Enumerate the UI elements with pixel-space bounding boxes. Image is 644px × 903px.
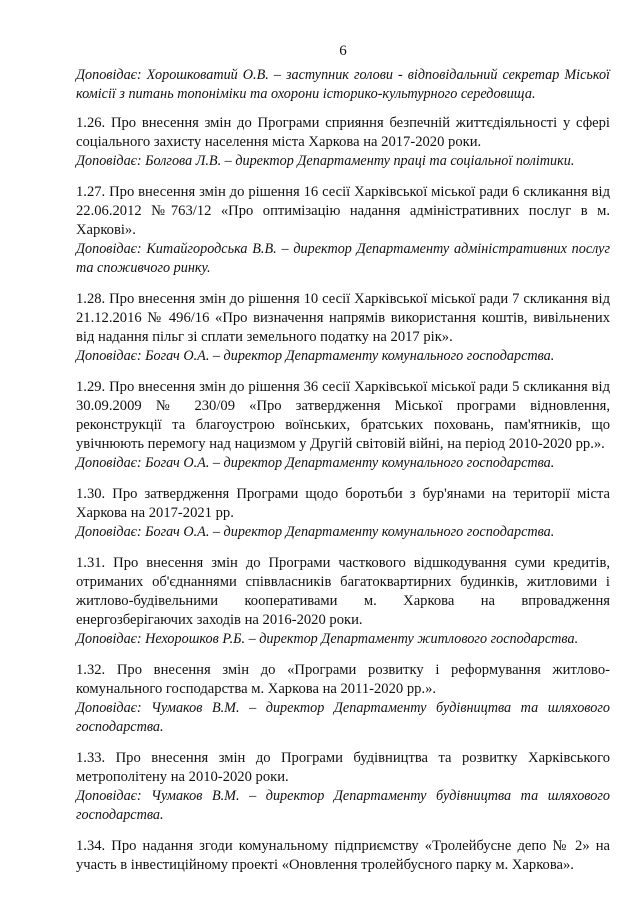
intro-block	[76, 66, 610, 104]
agenda-item-reporter: Доповідає: Богач О.А. – директор Департаменту комунального господарства.	[76, 455, 555, 471]
agenda-item-title: 1.34. Про надання згоди комунальному підприємству «Тролейбусне депо № 2» на участь в інвестиційному проекті «Оновлення тролейбусного парку м. Харкова».	[76, 838, 610, 873]
agenda-item-1-32	[76, 661, 610, 737]
agenda-item-1-30	[76, 485, 610, 542]
agenda-item-1-28	[76, 290, 610, 366]
agenda-item-reporter: Доповідає: Нехорошков Р.Б. – директор Департаменту житлового господарства.	[76, 631, 579, 647]
agenda-item-title: 1.26. Про внесення змін до Програми сприяння безпечній життєдіяльності у сфері соціального захисту населення міста Харкова на 2017-2020 роки.	[76, 115, 610, 150]
agenda-item-reporter: Доповідає: Китайгородська В.В. – директор Департаменту адміністративних послуг та споживчого ринку.	[76, 241, 610, 276]
intro-reporter: Доповідає: Хорошковатий О.В. – заступник голови - відповідальний секретар Міської комісії з питань топоніміки та охорони історико-культурного середовища.	[76, 67, 610, 102]
agenda-item-reporter: Доповідає: Чумаков В.М. – директор Департаменту будівництва та шляхового господарства.	[76, 700, 610, 735]
agenda-item-title: 1.30. Про затвердження Програми щодо боротьби з бур'янами на території міста Харкова на 2017-2021 рр.	[76, 486, 610, 521]
agenda-item-reporter: Доповідає: Болгова Л.В. – директор Департаменту праці та соціальної політики.	[76, 153, 575, 169]
agenda-item-title: 1.31. Про внесення змін до Програми часткового відшкодування суми кредитів, отриманих об'єднаннями співвласників багатоквартирних будинків, житловими і житлово-будівельними кооперативами м. Харкова на впровадження енергозберігаючих заходів на 2016-2020 роки.	[76, 555, 610, 628]
agenda-item-title: 1.27. Про внесення змін до рішення 16 сесії Харківської міської ради 6 скликання від 22.06.2012 №763/12 «Про оптимізацію надання адміністративних послуг в м. Харкові».	[76, 184, 610, 238]
agenda-item-title: 1.32. Про внесення змін до «Програми розвитку і реформування житлово-комунального господарства м. Харкова на 2011-2020 рр.».	[76, 662, 610, 697]
agenda-item-1-33	[76, 749, 610, 825]
agenda-item-1-27	[76, 183, 610, 278]
agenda-item-1-29	[76, 378, 610, 473]
agenda-item-1-26	[76, 114, 610, 171]
page-number: 6	[339, 43, 347, 59]
agenda-item-1-34	[76, 837, 610, 875]
agenda-item-reporter: Доповідає: Богач О.А. – директор Департаменту комунального господарства.	[76, 348, 555, 364]
agenda-item-title: 1.33. Про внесення змін до Програми будівництва та розвитку Харківського метрополітену на 2010-2020 роки.	[76, 750, 610, 785]
agenda-item-title: 1.29. Про внесення змін до рішення 36 сесії Харківської міської ради 5 скликання від 30.09.2009 № 230/09 «Про затвердження Міської програми відновлення, реконструкції та благоустрою воїнських, братських поховань, пам'ятників, що увічнюють перемогу над нацизмом у Другій світовій війні, на період 2010-2020 рр.».	[76, 379, 610, 452]
agenda-item-reporter: Доповідає: Богач О.А. – директор Департаменту комунального господарства.	[76, 524, 555, 540]
agenda-item-title: 1.28. Про внесення змін до рішення 10 сесії Харківської міської ради 7 скликання від 21.12.2016 № 496/16 «Про визначення напрямів використання коштів, вивільнених від надання пільг зі сплати земельного податку на 2017 рік».	[76, 291, 610, 345]
agenda-item-1-31	[76, 554, 610, 649]
agenda-item-reporter: Доповідає: Чумаков В.М. – директор Департаменту будівництва та шляхового господарства.	[76, 788, 610, 823]
